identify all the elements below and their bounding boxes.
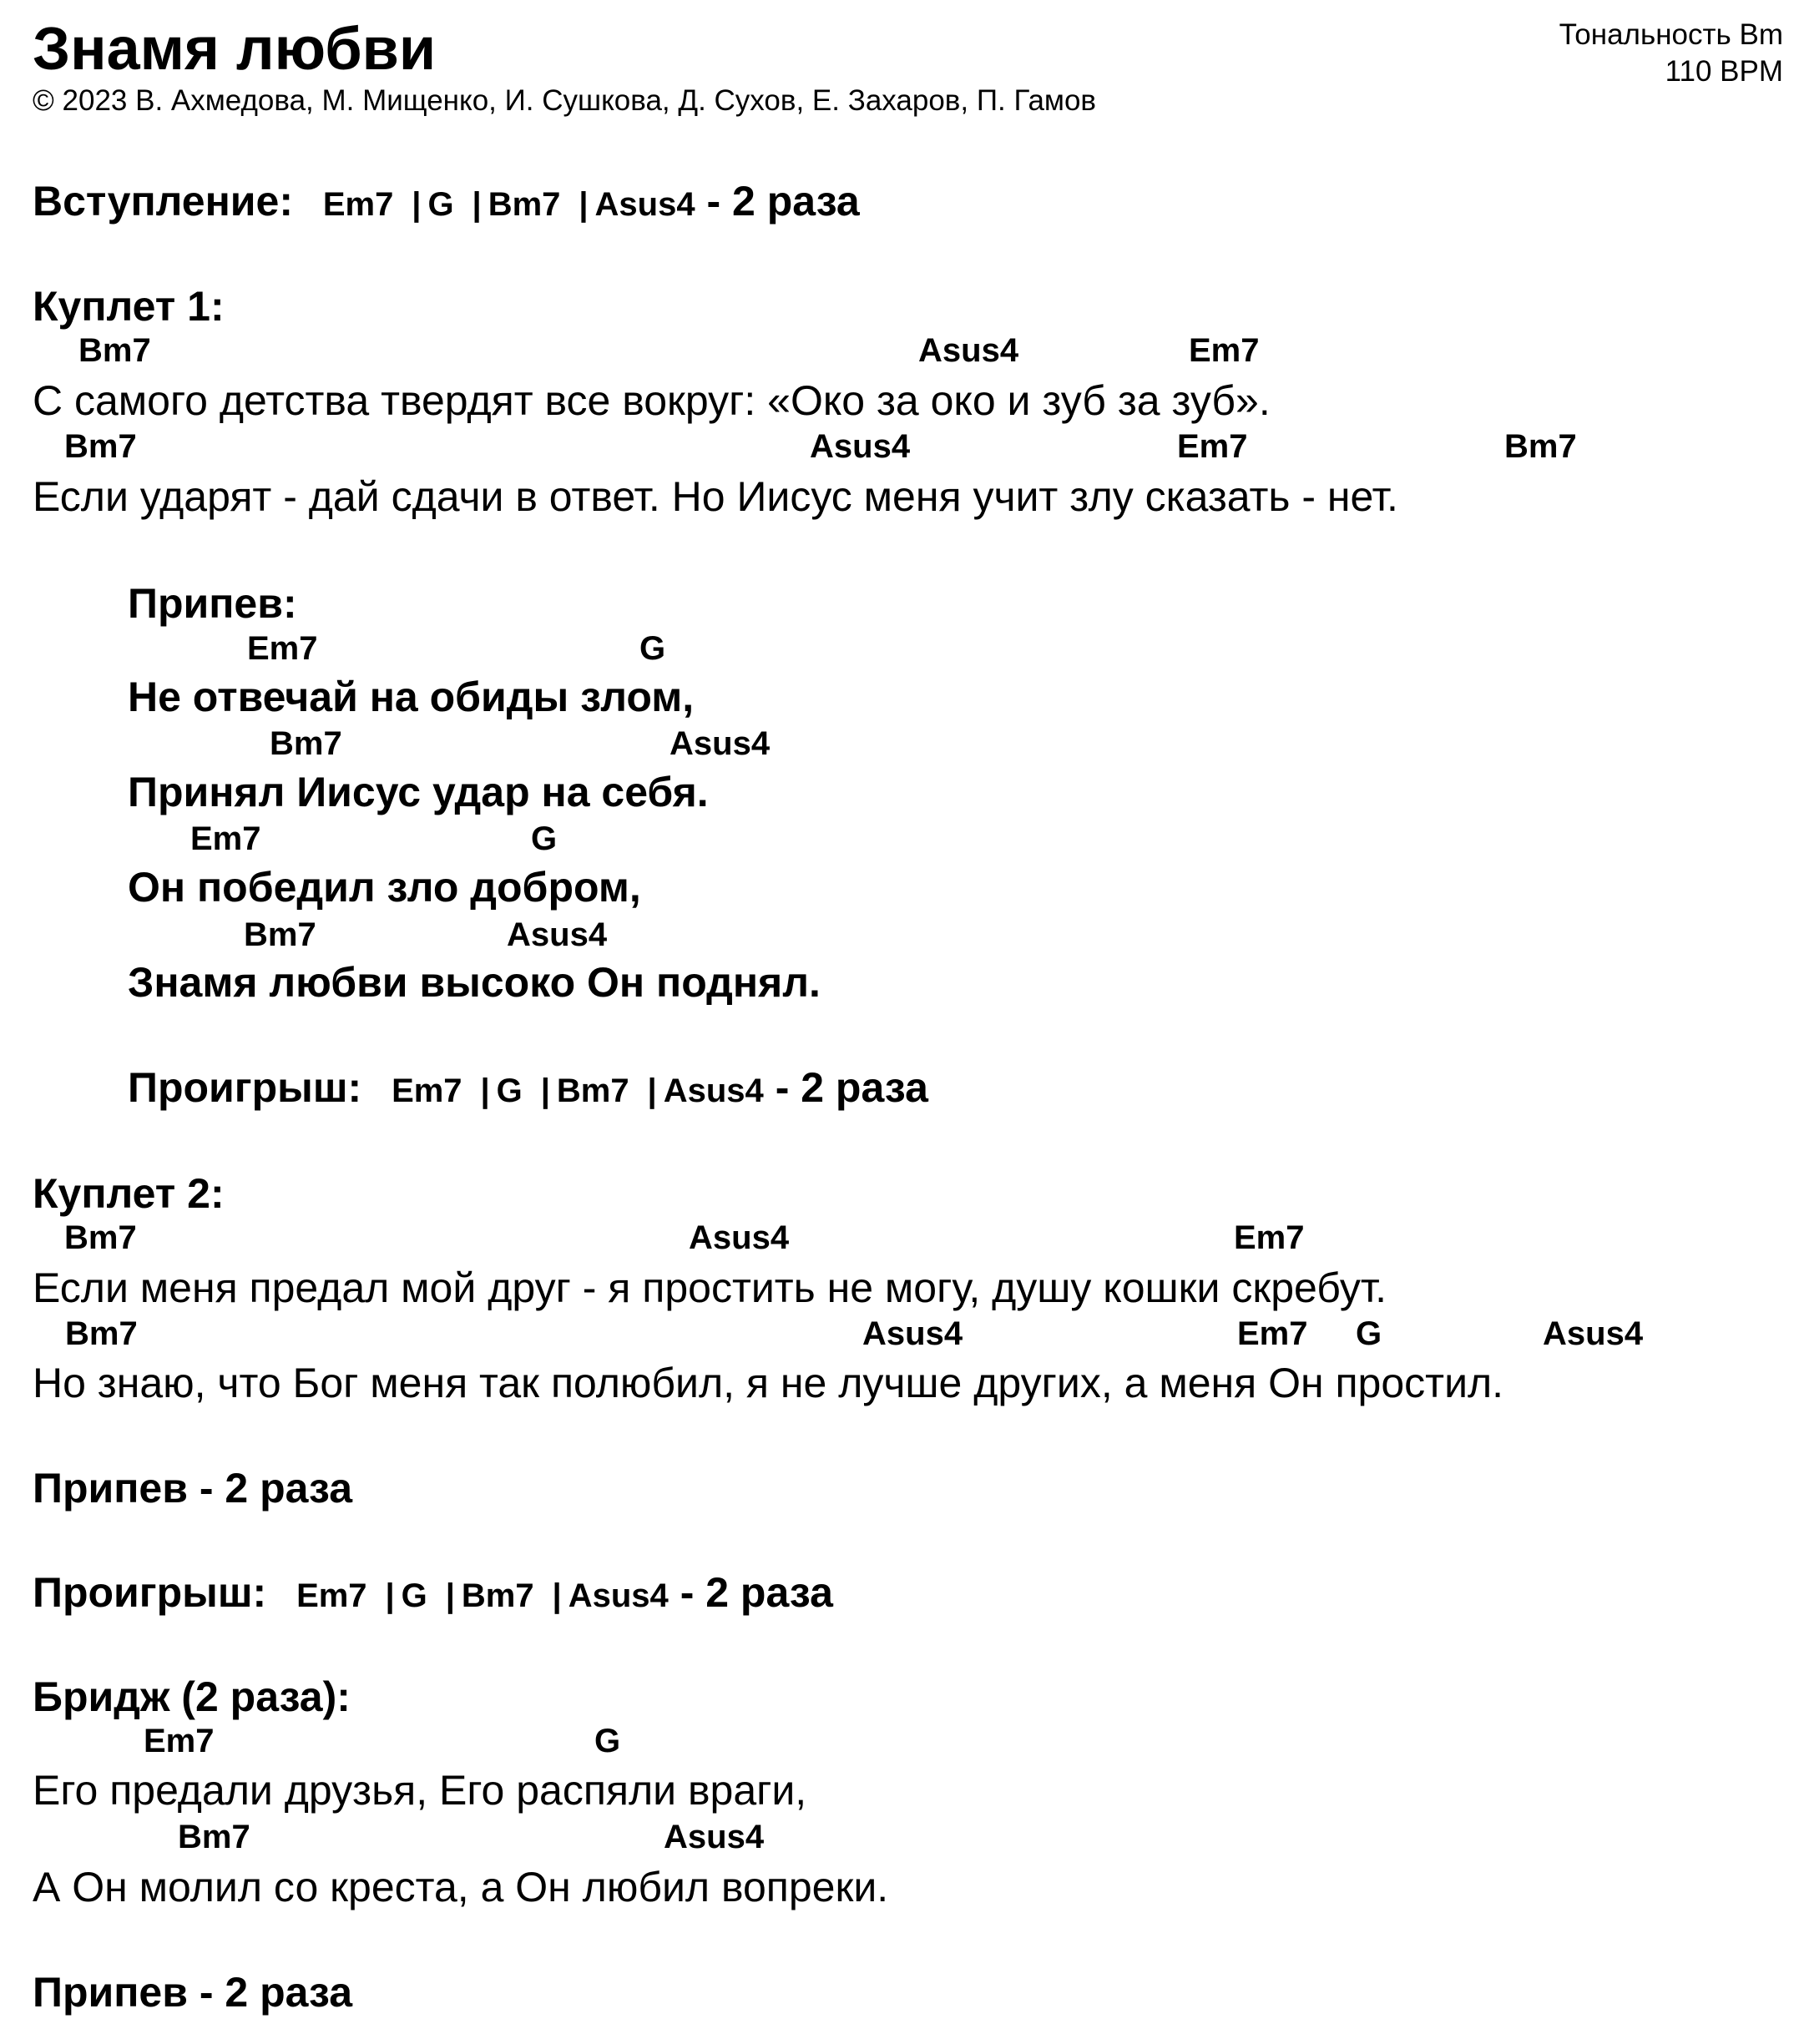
chord: Asus4 — [862, 1315, 963, 1352]
chord: Em7 — [247, 630, 318, 667]
chord-separator: | — [540, 1072, 550, 1109]
copyright-line: © 2023 В. Ахмедова, М. Мищенко, И. Сушкова, Д. Сухов, Е. Захаров, П. Гамов — [33, 84, 1097, 117]
chord: Bm7 — [270, 725, 342, 762]
chord-separator: | — [412, 186, 422, 223]
lyric-line: Его предали друзья, Его распяли враги, — [33, 1767, 807, 1814]
chord: Bm7 — [64, 1219, 137, 1256]
interlude-chord: Bm7 — [461, 1577, 534, 1614]
chord: G — [1356, 1315, 1382, 1352]
interlude-chord: Asus4 — [568, 1577, 669, 1614]
chord: G — [594, 1723, 621, 1759]
verse2-label: Куплет 2: — [33, 1170, 225, 1217]
chorus-lyric-line: Принял Иисус удар на себя. — [128, 769, 709, 815]
chord: Asus4 — [1543, 1315, 1644, 1352]
intro-chord: Asus4 — [594, 186, 695, 223]
key-label: Тональность Bm — [1559, 18, 1783, 51]
interlude-line — [33, 1569, 833, 1616]
lyric-line: С самого детства твердят все вокруг: «Око за око и зуб за зуб». — [33, 377, 1271, 424]
lyric-line: А Он молил со креста, а Он любил вопреки. — [33, 1864, 889, 1910]
chord: Em7 — [1177, 428, 1248, 465]
intro-line — [33, 178, 860, 225]
chord: Em7 — [1189, 332, 1260, 369]
chord-separator: | — [647, 1072, 657, 1109]
interlude-label: Проигрыш: — [128, 1064, 362, 1111]
chord-separator: | — [445, 1577, 455, 1614]
chord: G — [531, 820, 558, 857]
song-meta — [1559, 17, 1783, 90]
chord: Bm7 — [178, 1819, 250, 1855]
bridge-label: Бридж (2 раза): — [33, 1673, 351, 1720]
chord: Bm7 — [1504, 428, 1577, 465]
chord: Asus4 — [689, 1219, 790, 1256]
interlude-repeat: - 2 раза — [775, 1064, 928, 1111]
chord: Em7 — [190, 820, 261, 857]
interlude-chord: G — [401, 1577, 427, 1614]
intro-chord: Em7 — [322, 186, 394, 223]
chord: Bm7 — [64, 428, 137, 465]
chord: Asus4 — [507, 916, 608, 953]
bpm-label: 110 BPM — [1665, 54, 1783, 88]
chord-separator: | — [480, 1072, 490, 1109]
interlude-label: Проигрыш: — [33, 1569, 267, 1616]
lyric-line: Но знаю, что Бог меня так полюбил, я не лучше других, а меня Он простил. — [33, 1360, 1504, 1406]
interlude-chord: G — [496, 1072, 523, 1109]
chorus-repeat-label: Припев - 2 раза — [33, 1969, 353, 2016]
chord: G — [639, 630, 666, 667]
chorus-label: Припев: — [128, 580, 297, 627]
chord: Asus4 — [664, 1819, 765, 1855]
intro-chord: Bm7 — [488, 186, 561, 223]
chord: Bm7 — [65, 1315, 138, 1352]
verse1-label: Куплет 1: — [33, 283, 225, 330]
intro-label: Вступление: — [33, 178, 293, 225]
interlude-line — [128, 1064, 928, 1111]
chord-separator: | — [385, 1577, 395, 1614]
chorus-lyric-line: Он победил зло добром, — [128, 864, 641, 911]
interlude-chord: Em7 — [296, 1577, 367, 1614]
chorus-lyric-line: Не отвечай на обиды злом, — [128, 674, 695, 720]
chord-separator: | — [579, 186, 589, 223]
chord: Asus4 — [918, 332, 1019, 369]
interlude-chord: Bm7 — [556, 1072, 629, 1109]
chorus-lyric-line: Знамя любви высоко Он поднял. — [128, 959, 821, 1006]
lyric-line: Если ударят - дай сдачи в ответ. Но Иисус меня учит злу сказать - нет. — [33, 473, 1398, 520]
chord-separator: | — [552, 1577, 562, 1614]
song-title: Знамя любви — [33, 16, 437, 83]
interlude-repeat: - 2 раза — [680, 1569, 833, 1616]
interlude-chord: Em7 — [392, 1072, 462, 1109]
chord: Em7 — [144, 1723, 215, 1759]
chord: Asus4 — [810, 428, 911, 465]
chord: Asus4 — [670, 725, 771, 762]
chord-separator: | — [472, 186, 482, 223]
chord: Bm7 — [78, 332, 151, 369]
lyric-line: Если меня предал мой друг - я простить не могу, душу кошки скребут. — [33, 1264, 1387, 1311]
chord: Em7 — [1234, 1219, 1305, 1256]
intro-repeat: - 2 раза — [706, 178, 860, 225]
chord: Em7 — [1237, 1315, 1308, 1352]
interlude-chord: Asus4 — [663, 1072, 764, 1109]
chorus-repeat-label: Припев - 2 раза — [33, 1465, 353, 1512]
chord: Bm7 — [244, 916, 316, 953]
intro-chord: G — [427, 186, 454, 223]
